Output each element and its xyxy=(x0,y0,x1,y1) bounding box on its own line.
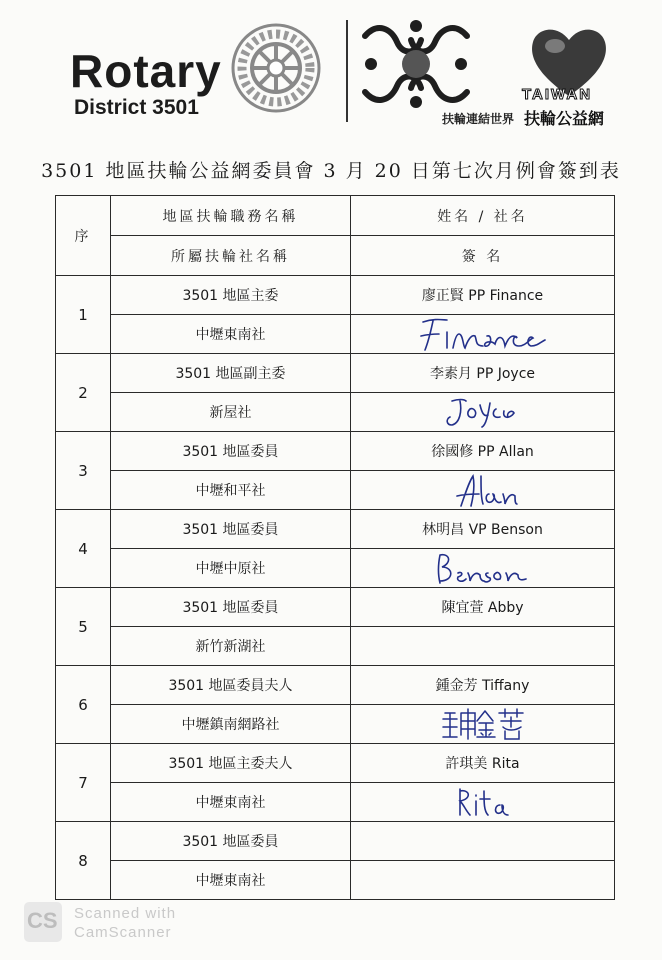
row-club: 中壢鎮南網路社 xyxy=(111,705,351,744)
table-header-row xyxy=(56,196,615,236)
watermark-line2: CamScanner xyxy=(74,924,172,941)
camscanner-logo: CS xyxy=(24,902,62,942)
signature-finance xyxy=(413,316,553,352)
header-role: 地區扶輪職務名稱 xyxy=(111,196,351,236)
network-emblem-logo xyxy=(357,14,475,114)
taiwan-subtitle: 扶輪公益網 xyxy=(524,109,605,128)
row-club: 中壢東南社 xyxy=(111,315,351,354)
table-row xyxy=(56,471,615,510)
row-club: 中壢東南社 xyxy=(111,783,351,822)
document-title: 3501 地區扶輪公益網委員會 3 月 20 日第七次月例會簽到表 xyxy=(41,160,621,182)
header-divider xyxy=(346,20,348,122)
table-row xyxy=(56,510,615,549)
sign-in-table xyxy=(55,195,615,900)
row-seq: 1 xyxy=(56,276,111,354)
table-row xyxy=(56,783,615,822)
row-club: 中壢東南社 xyxy=(111,861,351,900)
row-name: 廖正賢 PP Finance xyxy=(351,276,615,315)
row-role: 3501 地區主委夫人 xyxy=(111,744,351,783)
row-name: 林明昌 VP Benson xyxy=(351,510,615,549)
row-club: 中壢和平社 xyxy=(111,471,351,510)
row-club: 新竹新湖社 xyxy=(111,627,351,666)
table-row xyxy=(56,588,615,627)
header-sign: 簽 名 xyxy=(351,236,615,276)
header-name: 姓名 / 社名 xyxy=(351,196,615,236)
row-name xyxy=(351,822,615,861)
header-club: 所屬扶輪社名稱 xyxy=(111,236,351,276)
row-role: 3501 地區委員 xyxy=(111,510,351,549)
signature-tiffany xyxy=(435,707,531,741)
taiwan-wordmark: TAIWAN xyxy=(522,86,593,103)
row-seq: 3 xyxy=(56,432,111,510)
letterhead xyxy=(0,0,662,140)
rotary-wordmark: Rotary xyxy=(70,45,222,97)
signature-cell xyxy=(351,783,615,822)
signature-cell xyxy=(351,627,615,666)
row-seq: 6 xyxy=(56,666,111,744)
row-seq: 8 xyxy=(56,822,111,900)
table-row xyxy=(56,393,615,432)
table-row xyxy=(56,354,615,393)
table-row xyxy=(56,432,615,471)
row-role: 3501 地區主委 xyxy=(111,276,351,315)
row-club: 中壢中原社 xyxy=(111,549,351,588)
emblem-caption: 扶輪連結世界 xyxy=(442,112,515,126)
table-row xyxy=(56,627,615,666)
signature-joyce xyxy=(438,395,528,429)
row-role: 3501 地區副主委 xyxy=(111,354,351,393)
row-role: 3501 地區委員 xyxy=(111,822,351,861)
signature-cell xyxy=(351,315,615,354)
table-row xyxy=(56,549,615,588)
row-role: 3501 地區委員 xyxy=(111,588,351,627)
signature-cell xyxy=(351,705,615,744)
row-name: 許琪美 Rita xyxy=(351,744,615,783)
signature-allan xyxy=(443,472,523,508)
watermark-line1: Scanned with xyxy=(74,905,177,922)
signature-cell xyxy=(351,393,615,432)
rotary-wheel-logo xyxy=(230,22,322,114)
row-name: 鍾金芳 Tiffany xyxy=(351,666,615,705)
row-name: 徐國修 PP Allan xyxy=(351,432,615,471)
row-seq: 2 xyxy=(56,354,111,432)
camscanner-watermark xyxy=(74,904,176,942)
row-role: 3501 地區委員 xyxy=(111,432,351,471)
row-seq: 4 xyxy=(56,510,111,588)
signature-cell xyxy=(351,471,615,510)
table-row xyxy=(56,315,615,354)
table-row xyxy=(56,666,615,705)
row-seq: 5 xyxy=(56,588,111,666)
row-seq: 7 xyxy=(56,744,111,822)
table-header-row xyxy=(56,236,615,276)
row-name: 李素月 PP Joyce xyxy=(351,354,615,393)
table-row xyxy=(56,861,615,900)
table-row xyxy=(56,822,615,861)
table-row xyxy=(56,705,615,744)
district-label: District 3501 xyxy=(74,96,199,119)
row-club: 新屋社 xyxy=(111,393,351,432)
signature-cell xyxy=(351,549,615,588)
row-role: 3501 地區委員夫人 xyxy=(111,666,351,705)
header-seq: 序 xyxy=(56,196,111,276)
table-row xyxy=(56,744,615,783)
signature-rita xyxy=(448,785,518,819)
signature-benson xyxy=(428,551,538,585)
row-name: 陳宜萱 Abby xyxy=(351,588,615,627)
signature-cell xyxy=(351,861,615,900)
table-row xyxy=(56,276,615,315)
